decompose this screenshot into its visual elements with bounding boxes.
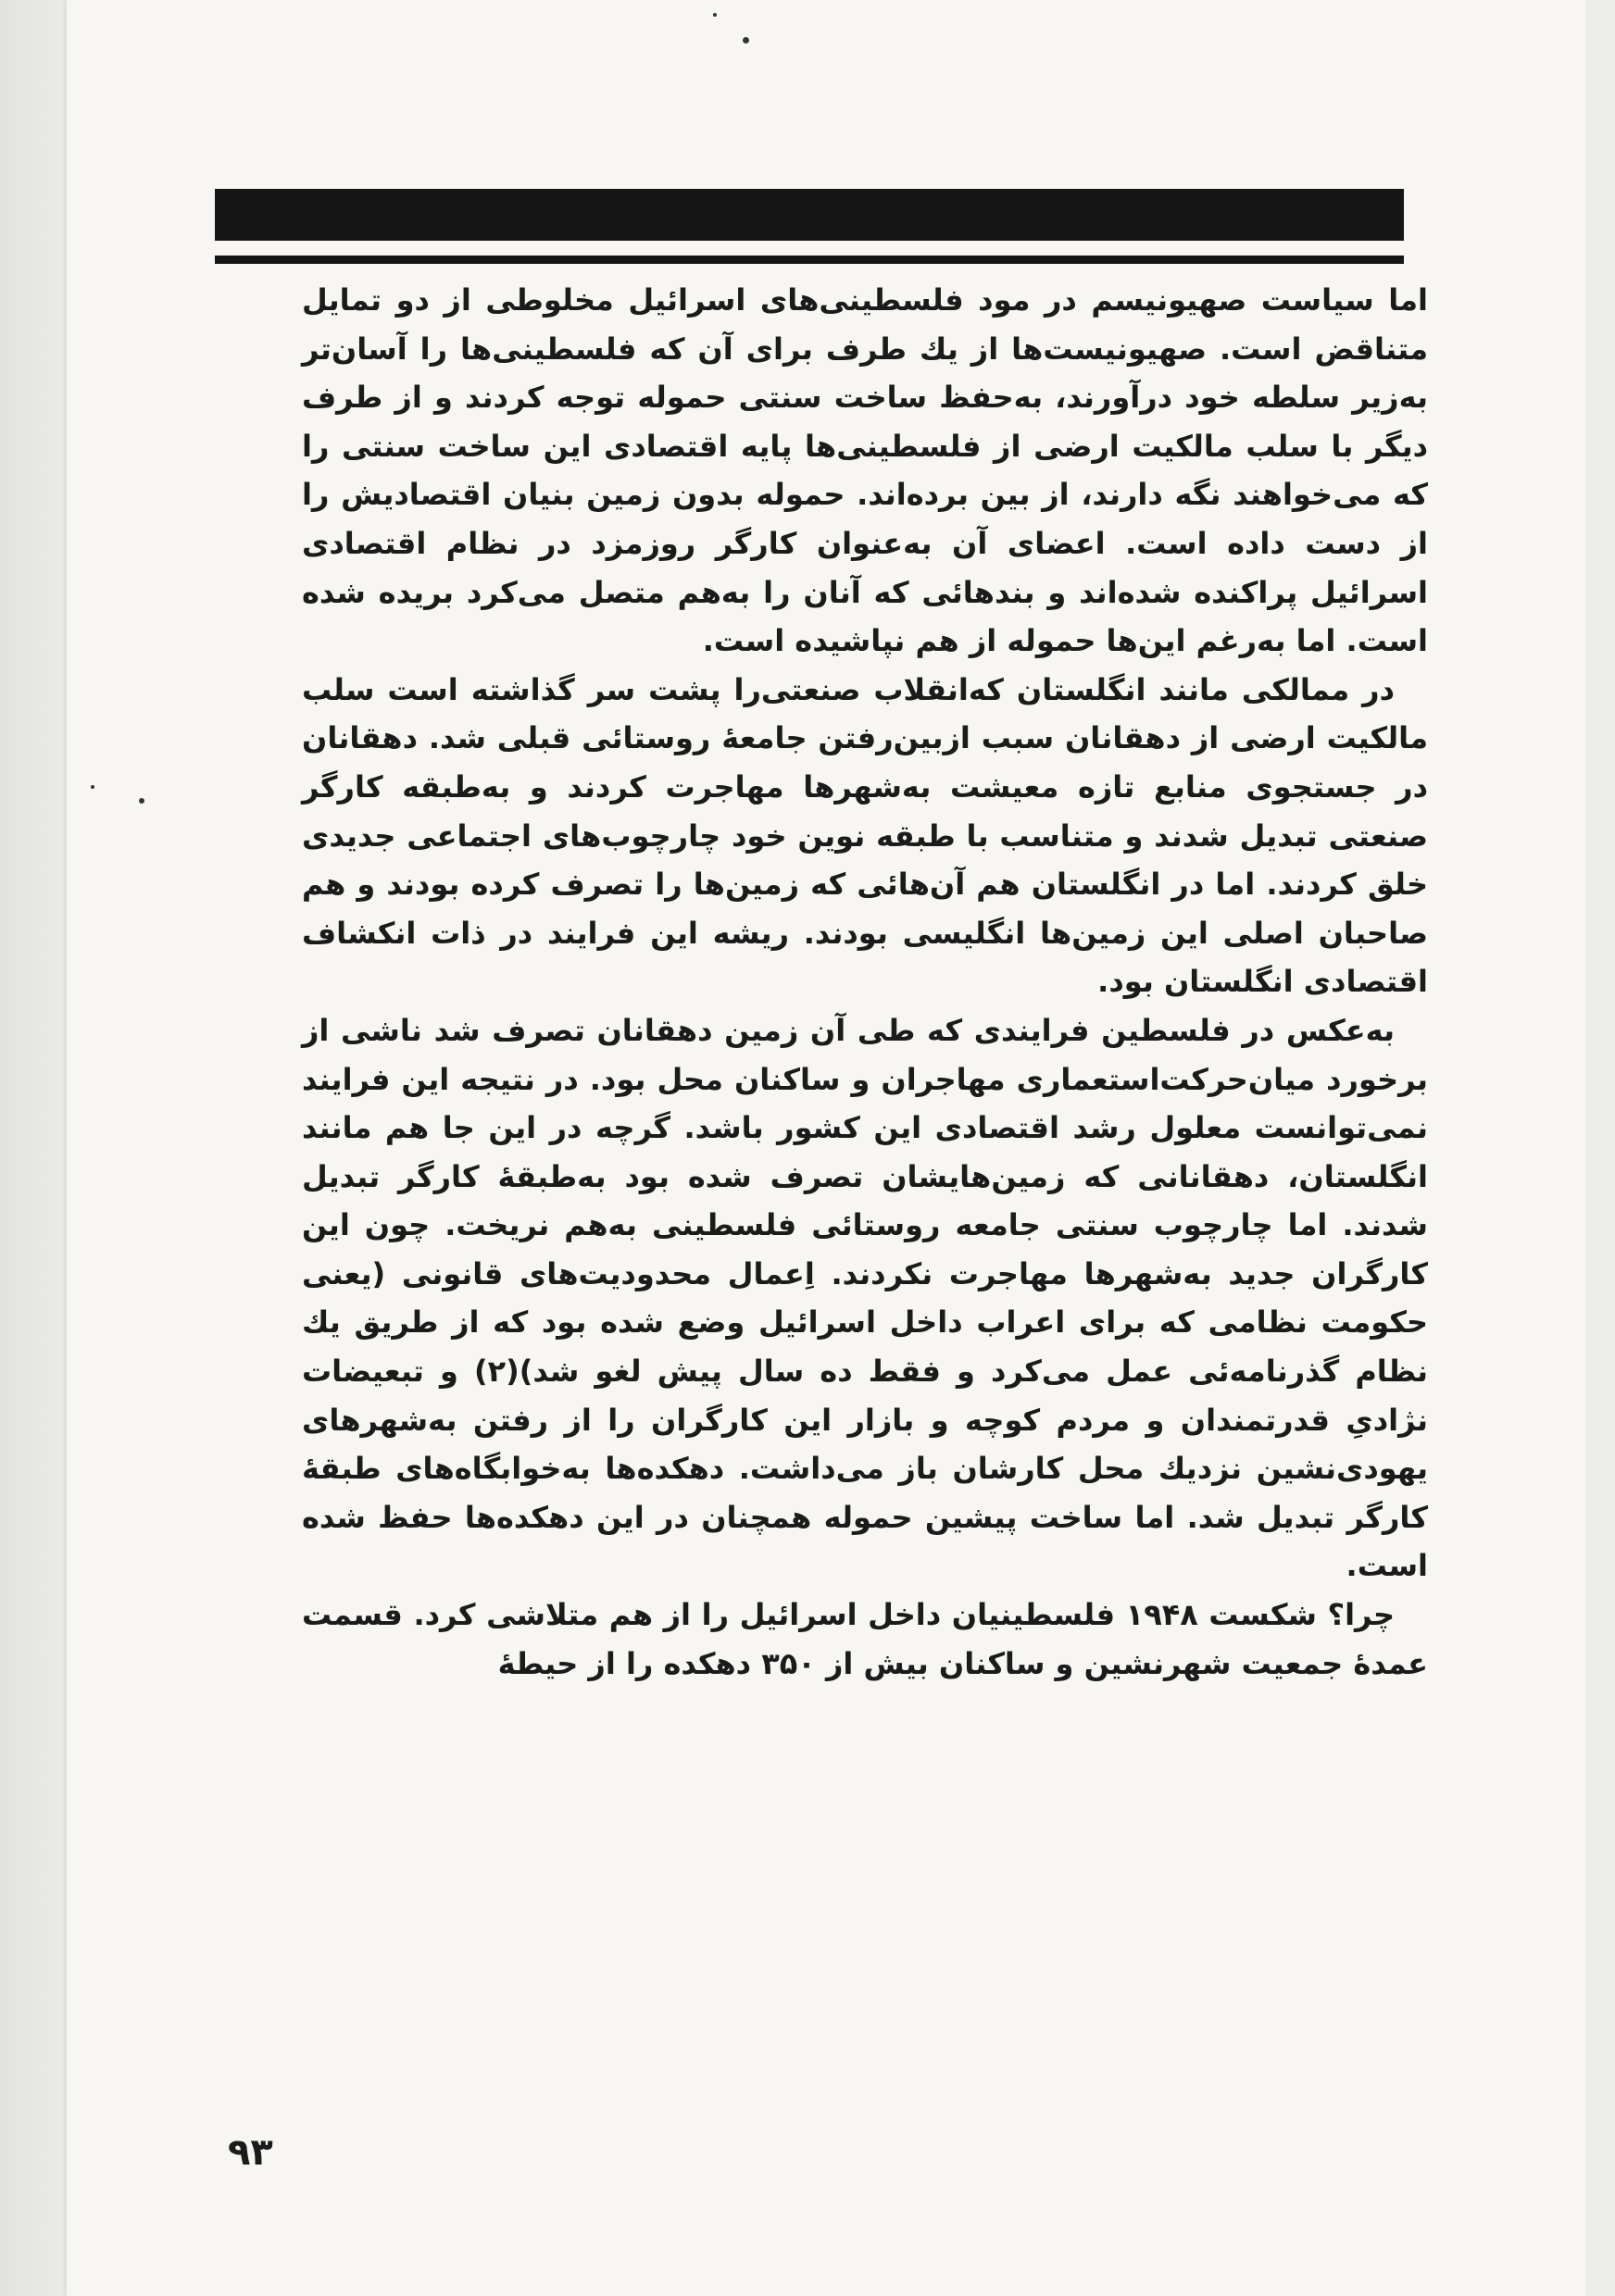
header-bar [215,189,1404,241]
scan-speck [91,785,94,789]
paragraph: در ممالکی مانند انگلستان که‌انقلاب صنعتی‌را پشت سر گذاشته است سلب مالکیت ارضی از دهقانان سبب ازبین‌رفتن جامعهٔ روستائی قبلی شد. دهقانان در جستجوی منابع تازه معیشت به‌شهرها مهاجرت کردند و به‌طبقه کارگر صنعتی تبدیل شدند و متناسب با طبقه نوین خود چارچوب‌های اجتماعی جدیدی خلق کردند. اما در انگلستان هم آن‌هائی که زمین‌ها را تصرف کرده بودند و هم صاحبان اصلی این زمین‌ها انگلیسی بودند. ریشه این فرایند در ذات انکشاف اقتصادی انگلستان بود. [302,671,1428,1000]
scan-margin [0,0,67,2296]
paragraph: به‌عکس در فلسطین فرایندی که طی آن زمین دهقانان تصرف شد ناشی از برخورد میان‌حرکت‌استعماری مهاجران و ساکنان محل بود. در نتیجه این فرایند نمی‌توانست معلول رشد اقتصادی این کشور باشد. گرچه در این جا هم مانند انگلستان، دهقانانی که زمین‌هایشان تصرف شده بود به‌طبقهٔ کارگر تبدیل شدند. اما چارچوب سنتی جامعه روستائی فلسطینی به‌هم نریخت. چون این کارگران جدید به‌شهرها مهاجرت نکردند. اِعمال محدودیت‌های قانونی (یعنی حکومت نظامی که برای اعراب داخل اسرائیل وضع شده بود که از طریق یك نظام گذرنامه‌ئی عمل می‌کرد و فقط ده سال پیش لغو شد)(۲) و تبعیضات نژادیِ قدرتمندان و مردم کوچه و بازار این کارگران را از رفتن به‌شهرهای یهودی‌نشین نزدیك محل کارشان باز می‌داشت. دهکده‌ها به‌خوابگاه‌های طبقهٔ کارگر تبدیل شد. اما ساخت پیشین حموله همچنان در این دهکده‌ها حفظ شده است. [302,1012,1429,1584]
scan-speck [713,13,717,17]
header-rule [215,256,1404,264]
scan-speck [139,798,144,804]
paragraph: چرا؟ شکست ۱۹۴۸ فلسطینیان داخل اسرائیل را از هم متلاشی کرد. قسمت عمدهٔ جمعیت شهرنشین و ساکنان بیش از ۳۵۰ دهکده را از حیطهٔ [302,1597,1428,1681]
body-text [302,276,1428,1688]
scan-speck [743,37,749,44]
paragraph: اما سیاست صهیونیسم در مود فلسطینی‌های اسرائیل مخلوطی از دو تمایل متناقض است. صهیونیست‌ها از یك طرف برای آن که فلسطینی‌ها را آسان‌تر به‌زیر سلطه خود درآورند، به‌حفظ ساخت سنتی حموله توجه کردند و از طرف دیگر با سلب مالکیت ارضی از فلسطینی‌ها پایه اقتصادی این ساخت سنتی را که می‌خواهند نگه دارند، از بین برده‌اند. حموله بدون زمین بنیان اقتصادیش را از دست داده است. اعضای آن به‌عنوان کارگر روزمزد در نظام اقتصادی اسرائیل پراکنده شده‌اند و بندهائی که آنان را به‌هم متصل می‌کرد بریده شده است. اما به‌رغم این‌ها حموله از هم نپاشیده است. [302,282,1428,659]
page-number: ۹۳ [228,2131,273,2174]
